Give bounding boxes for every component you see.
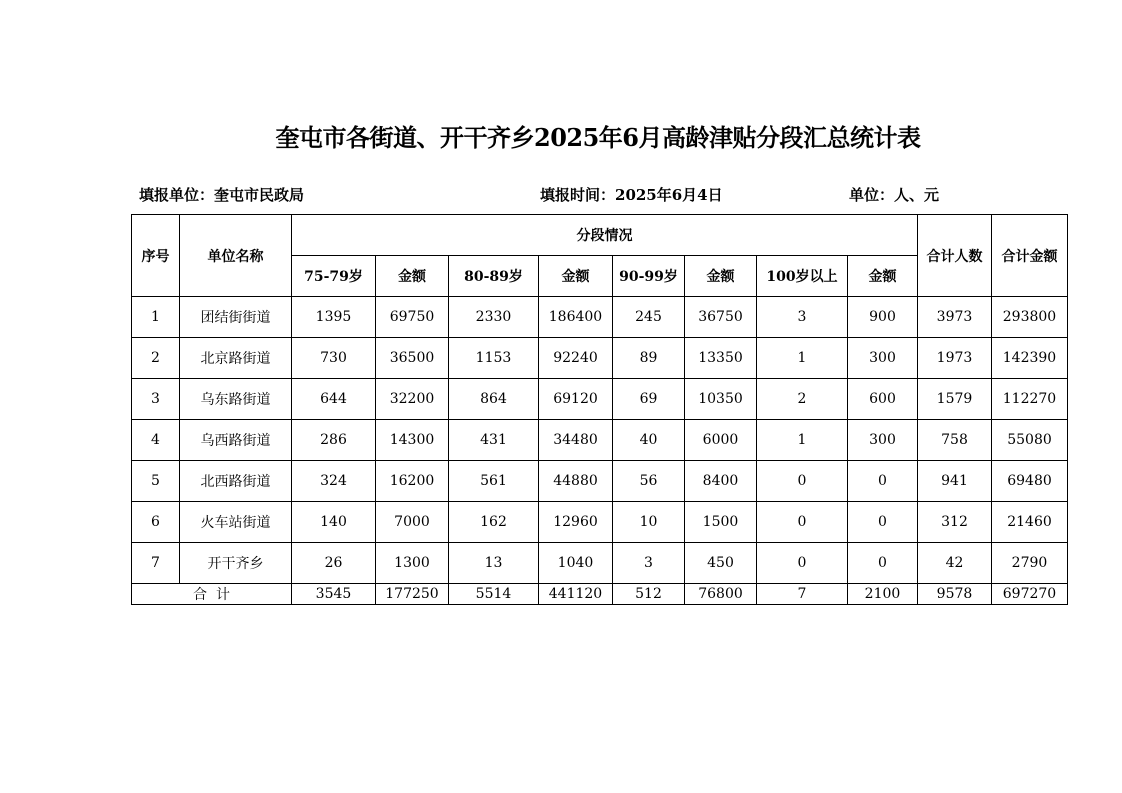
cell: 3	[613, 543, 685, 584]
cell: 5514	[449, 584, 539, 605]
cell: 186400	[539, 297, 613, 338]
measurement-unit: 单位：人、元	[849, 186, 940, 204]
cell: 1395	[292, 297, 376, 338]
cell: 21460	[992, 502, 1068, 543]
cell: 140	[292, 502, 376, 543]
cell: 2790	[992, 543, 1068, 584]
header-amount: 金额	[848, 256, 918, 297]
cell: 7000	[376, 502, 449, 543]
total-label: 合 计	[132, 584, 292, 605]
cell: 16200	[376, 461, 449, 502]
page-title: 奎屯市各街道、开干齐乡2025年6月高龄津贴分段汇总统计表	[275, 123, 921, 152]
header-unit-name: 单位名称	[180, 215, 292, 297]
cell: 245	[613, 297, 685, 338]
cell: 北京路街道	[180, 338, 292, 379]
cell: 697270	[992, 584, 1068, 605]
header-amount: 金额	[685, 256, 757, 297]
cell: 286	[292, 420, 376, 461]
cell: 12960	[539, 502, 613, 543]
cell: 89	[613, 338, 685, 379]
cell: 561	[449, 461, 539, 502]
cell: 730	[292, 338, 376, 379]
header-amount: 金额	[539, 256, 613, 297]
cell: 6000	[685, 420, 757, 461]
cell: 乌东路街道	[180, 379, 292, 420]
cell: 6	[132, 502, 180, 543]
cell: 1300	[376, 543, 449, 584]
cell: 2	[132, 338, 180, 379]
cell: 1153	[449, 338, 539, 379]
cell: 14300	[376, 420, 449, 461]
cell: 36750	[685, 297, 757, 338]
cell: 2330	[449, 297, 539, 338]
cell: 火车站街道	[180, 502, 292, 543]
cell: 0	[757, 543, 848, 584]
cell: 北西路街道	[180, 461, 292, 502]
cell: 941	[918, 461, 992, 502]
cell: 乌西路街道	[180, 420, 292, 461]
cell: 69	[613, 379, 685, 420]
reporting-unit: 填报单位：奎屯市民政局	[139, 186, 305, 204]
cell: 1579	[918, 379, 992, 420]
cell: 9578	[918, 584, 992, 605]
cell: 36500	[376, 338, 449, 379]
cell: 55080	[992, 420, 1068, 461]
cell: 69120	[539, 379, 613, 420]
cell: 1973	[918, 338, 992, 379]
cell: 40	[613, 420, 685, 461]
header-age-100-plus: 100岁以上	[757, 256, 848, 297]
cell: 92240	[539, 338, 613, 379]
cell: 2	[757, 379, 848, 420]
table-row	[132, 543, 1068, 584]
cell: 13350	[685, 338, 757, 379]
cell: 600	[848, 379, 918, 420]
header-total-amount: 合计金额	[992, 215, 1068, 297]
cell: 3	[757, 297, 848, 338]
cell: 900	[848, 297, 918, 338]
cell: 13	[449, 543, 539, 584]
cell: 0	[848, 543, 918, 584]
cell: 44880	[539, 461, 613, 502]
cell: 4	[132, 420, 180, 461]
cell: 312	[918, 502, 992, 543]
cell: 177250	[376, 584, 449, 605]
cell: 431	[449, 420, 539, 461]
cell: 0	[848, 502, 918, 543]
cell: 300	[848, 420, 918, 461]
cell: 7	[132, 543, 180, 584]
cell: 0	[757, 502, 848, 543]
cell: 开干齐乡	[180, 543, 292, 584]
cell: 3545	[292, 584, 376, 605]
table-row	[132, 338, 1068, 379]
cell: 300	[848, 338, 918, 379]
cell: 1040	[539, 543, 613, 584]
cell: 团结街街道	[180, 297, 292, 338]
cell: 26	[292, 543, 376, 584]
table-row	[132, 502, 1068, 543]
cell: 1	[132, 297, 180, 338]
cell: 3973	[918, 297, 992, 338]
cell: 8400	[685, 461, 757, 502]
cell: 10	[613, 502, 685, 543]
cell: 10350	[685, 379, 757, 420]
cell: 142390	[992, 338, 1068, 379]
cell: 864	[449, 379, 539, 420]
cell: 0	[757, 461, 848, 502]
header-age-75-79: 75-79岁	[292, 256, 376, 297]
header-segment-group: 分段情况	[292, 215, 918, 256]
cell: 32200	[376, 379, 449, 420]
cell: 42	[918, 543, 992, 584]
header-age-90-99: 90-99岁	[613, 256, 685, 297]
cell: 293800	[992, 297, 1068, 338]
table-row	[132, 420, 1068, 461]
cell: 1500	[685, 502, 757, 543]
cell: 441120	[539, 584, 613, 605]
header-age-80-89: 80-89岁	[449, 256, 539, 297]
cell: 0	[848, 461, 918, 502]
cell: 56	[613, 461, 685, 502]
subsidy-table	[131, 214, 1068, 605]
cell: 69480	[992, 461, 1068, 502]
cell: 512	[613, 584, 685, 605]
cell: 2100	[848, 584, 918, 605]
cell: 162	[449, 502, 539, 543]
cell: 76800	[685, 584, 757, 605]
header-seq: 序号	[132, 215, 180, 297]
cell: 5	[132, 461, 180, 502]
cell: 450	[685, 543, 757, 584]
cell: 7	[757, 584, 848, 605]
cell: 758	[918, 420, 992, 461]
table-row	[132, 297, 1068, 338]
reporting-date: 填报时间：2025年6月4日	[540, 186, 723, 204]
cell: 644	[292, 379, 376, 420]
header-amount: 金额	[376, 256, 449, 297]
table-row	[132, 461, 1068, 502]
total-row	[132, 584, 1068, 605]
cell: 69750	[376, 297, 449, 338]
cell: 1	[757, 420, 848, 461]
cell: 34480	[539, 420, 613, 461]
cell: 1	[757, 338, 848, 379]
cell: 112270	[992, 379, 1068, 420]
cell: 324	[292, 461, 376, 502]
cell: 3	[132, 379, 180, 420]
table-row	[132, 379, 1068, 420]
header-total-people: 合计人数	[918, 215, 992, 297]
